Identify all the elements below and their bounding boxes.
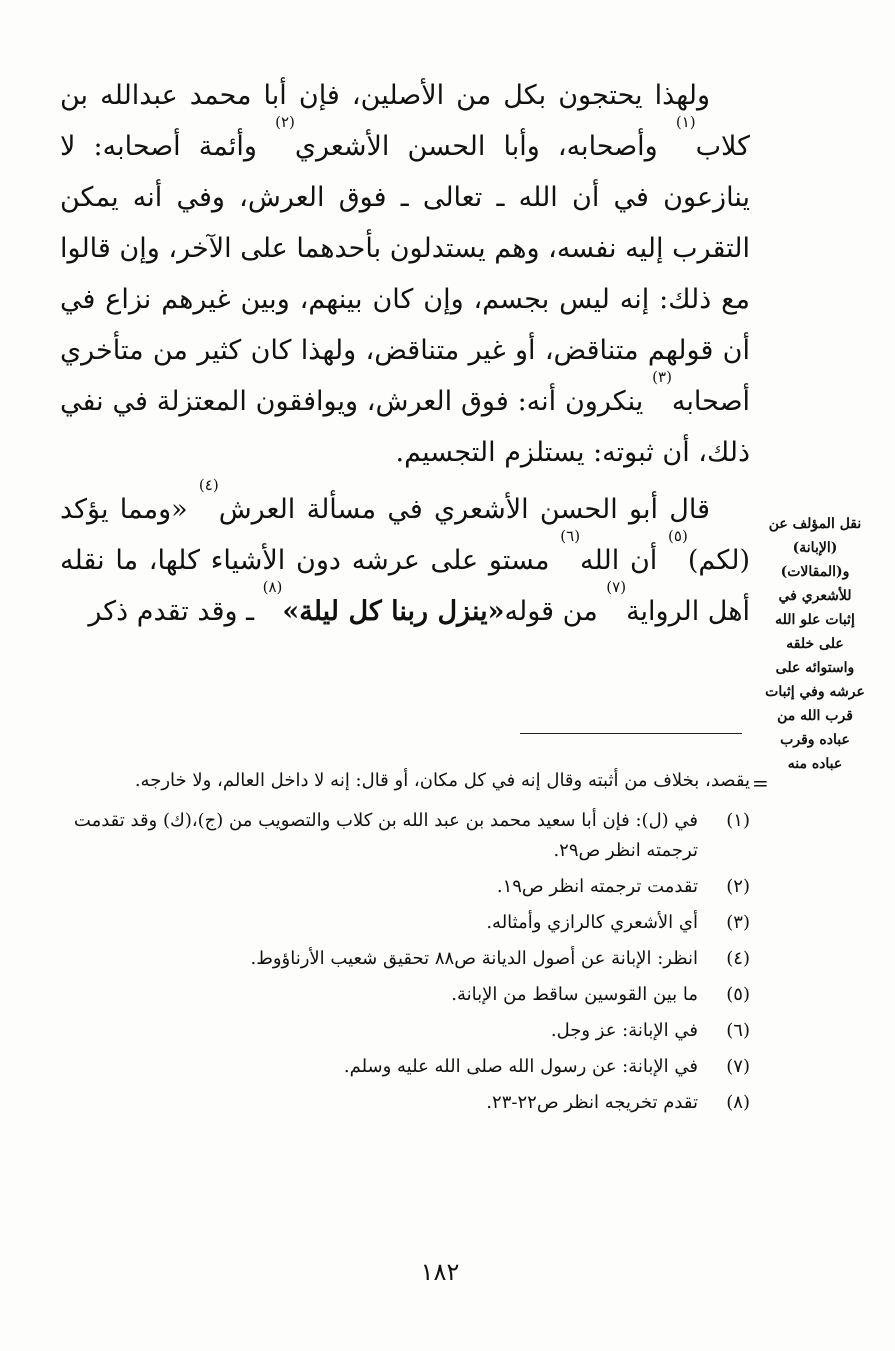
footnote-text: تقدم تخريجه انظر ص٢٢-٢٣.: [486, 1092, 698, 1113]
footnote-item: [60, 980, 750, 1010]
main-text: [60, 70, 750, 637]
footnote-number: (٢): [726, 876, 750, 897]
footnote-ref-8: (٨): [262, 578, 283, 596]
footnote-ref-5: (٥): [668, 527, 688, 545]
footnote-number: (٧): [726, 1056, 750, 1077]
paragraph-1: [60, 70, 750, 478]
text-run: ينكرون أنه: فوق العرش، ويوافقون المعتزلة في نفي ذلك، أن ثبوته: يستلزم التجسيم.: [60, 386, 750, 468]
footnote-text: في الإبانة: عز وجل.: [550, 1020, 698, 1041]
footnote-text: تقدمت ترجمته انظر ص١٩.: [496, 876, 698, 897]
footnote-item: [60, 806, 750, 866]
footnote-number: (١): [726, 810, 750, 831]
footnote-item: [60, 908, 750, 938]
footnote-item: [60, 1052, 750, 1082]
paragraph-2: [60, 476, 750, 637]
footnote-text: في الإبانة: عن رسول الله صلى الله عليه وسلم.: [343, 1056, 698, 1077]
footnote-number: (٥): [726, 984, 750, 1005]
footnote-separator: [520, 733, 742, 734]
footnote-ref-6: (٦): [560, 527, 581, 545]
text-run: وأصحابه، وأبا الحسن الأشعري: [294, 131, 676, 162]
text-run: من قوله: [504, 596, 607, 627]
footnote-item: [60, 872, 750, 902]
footnote-number: (٤): [726, 948, 750, 969]
continuation-mark: =: [752, 771, 769, 795]
text-run: مستو على عرشه دون الأشياء كلها، ما نقله أهل الرواية: [60, 545, 750, 627]
footnote-ref-3: (٣): [652, 368, 672, 386]
text-run: ـ وقد تقدم ذكر: [88, 596, 263, 627]
footnote-number: (٦): [726, 1020, 750, 1041]
footnote-continuation: يقصد، بخلاف من أثبته وقال إنه في كل مكان، أو قال: إنه لا داخل العالم، ولا خارجه.: [134, 770, 750, 791]
margin-note: نقل المؤلف عن (الإبانة) و(المقالات) للأشعري في إثبات علو الله على خلقه واستوائه على عرشه وفي إثبات قرب الله من عباده وقرب عباده منه: [765, 516, 865, 772]
footnotes: [60, 766, 750, 1124]
footnote-number: (٨): [726, 1092, 750, 1113]
text-run: وأئمة أصحابه: لا ينازعون في أن الله ـ تعالى ـ فوق العرش، وفي أنه يمكن التقرب إليه نفسه، وهم يستدلون بأحدهما على الآخر، وإن قالوا مع ذلك: إنه ليس بجسم، وإن كان بينهم، وبين غيرهم نزاع في أن قولهم متناقض، أو غير متناقض، ولهذا كان كثير من متأخري أصحابه: [60, 131, 750, 417]
footnote-item: [60, 944, 750, 974]
footnote-ref-4: (٤): [198, 476, 219, 494]
text-run: قال أبو الحسن الأشعري في مسألة العرش: [218, 494, 710, 525]
footnote-text: في (ل): فإن أبا سعيد محمد بن عبد الله بن كلاب والتصويب من (ج)،(ك) وقد تقدمت ترجمته انظر ص٢٩.: [73, 810, 698, 861]
footnote-text: ما بين القوسين ساقط من الإبانة.: [451, 984, 698, 1005]
footnote-number: (٣): [726, 912, 750, 933]
hadith-quote: «ينزل ربنا كل ليلة»: [282, 596, 505, 627]
footnote-ref-2: (٢): [275, 113, 295, 131]
text-run: أن الله: [580, 545, 669, 576]
footnote-item: [60, 1088, 750, 1118]
footnote-item: [60, 1016, 750, 1046]
footnote-text: انظر: الإبانة عن أصول الديانة ص٨٨ تحقيق شعيب الأرناؤوط.: [250, 948, 698, 969]
footnote-text: أي الأشعري كالرازي وأمثاله.: [486, 912, 698, 933]
footnote-ref-1: (١): [675, 113, 696, 131]
page-number: ١٨٢: [420, 1258, 460, 1286]
footnote-ref-7: (٧): [606, 578, 627, 596]
text-run: ولهذا يحتجون بكل من الأصلين، فإن أبا محمد عبدالله بن كلاب: [60, 80, 750, 162]
text-run: «ومما يؤكد (لكم): [60, 494, 750, 576]
